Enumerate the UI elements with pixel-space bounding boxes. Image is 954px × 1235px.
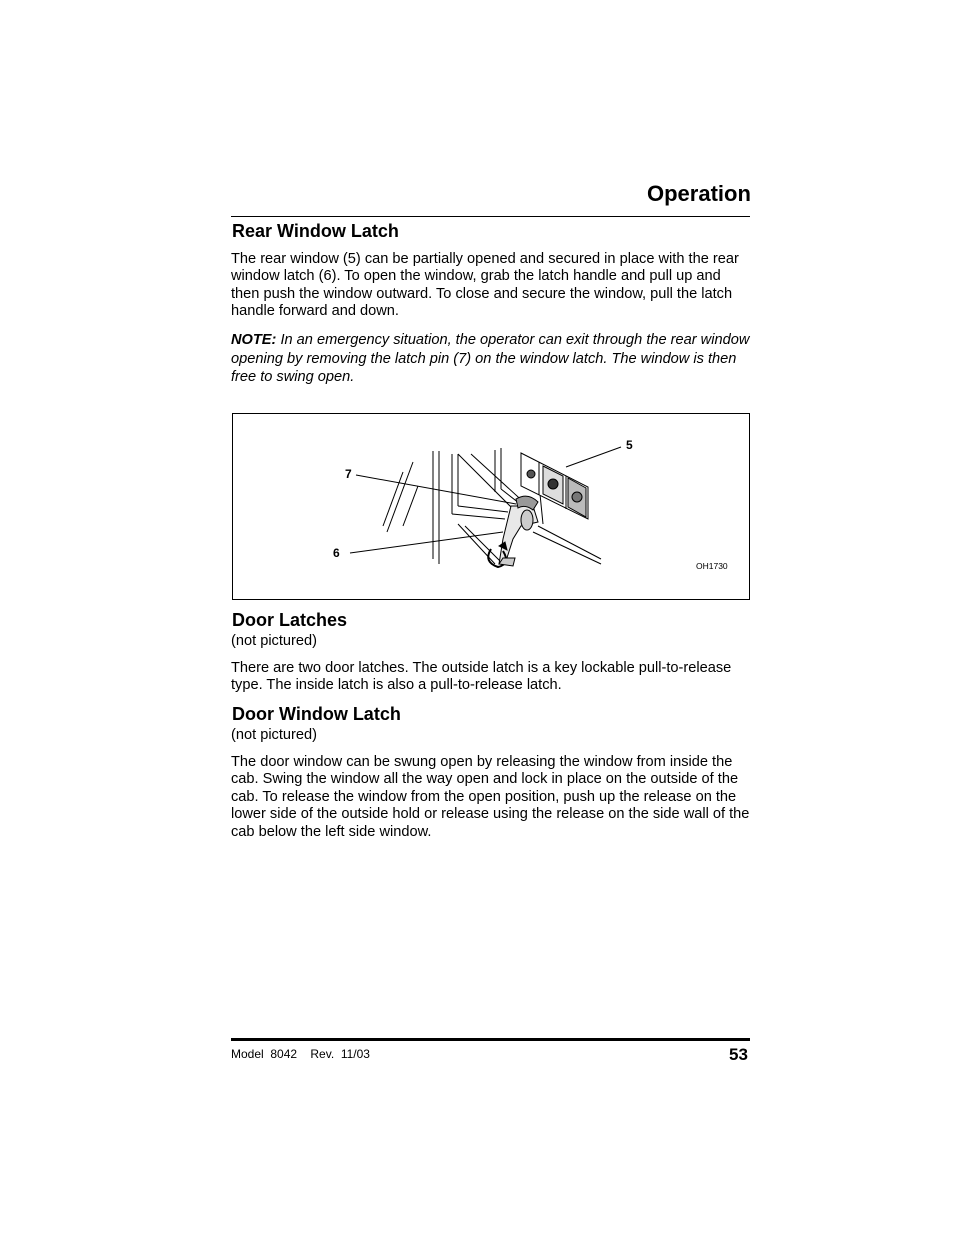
- heading-door-latches: Door Latches: [232, 610, 348, 630]
- door-window-paragraph: The door window can be swung open by releasing the window from inside the cab. Swing the window all the way open and lock in place on the outside of the cab. To release the window from the open position, push up the release on the lower side of the outside hold or release using the release on the side wall of the cab below the left side window.: [231, 754, 750, 840]
- latch-illustration: [233, 414, 749, 599]
- callout-5: 5: [626, 438, 633, 452]
- door-window-subtitle: (not pictured): [231, 727, 317, 743]
- door-latches-subtitle: (not pictured): [231, 633, 317, 649]
- door-latches-paragraph: There are two door latches. The outside latch is a key lockable pull-to-release type. The inside latch is also a pull-to-release latch.: [231, 660, 732, 694]
- rear-window-note: [231, 331, 753, 387]
- heading-door-window-latch: Door Window Latch: [232, 704, 401, 724]
- note-label: NOTE:: [231, 332, 277, 348]
- latch-figure: [232, 413, 750, 600]
- note-text: In an emergency situation, the operator can exit through the rear window opening by removing the latch pin (7) on the window latch. The window is then free to swing open.: [231, 332, 750, 386]
- footer-rule: [231, 1038, 750, 1041]
- callout-6: 6: [333, 546, 340, 560]
- section-title: Operation: [647, 181, 751, 206]
- callout-7: 7: [345, 467, 352, 481]
- page-number: 53: [729, 1045, 748, 1064]
- rear-window-paragraph: The rear window (5) can be partially opened and secured in place with the rear window latch (6). To open the window, grab the latch handle and pull up and then push the window outward. To close and secure the window, pull the latch handle forward and down.: [231, 251, 739, 320]
- header-rule: [231, 216, 750, 217]
- figure-code: OH1730: [696, 561, 728, 571]
- heading-rear-window-latch: Rear Window Latch: [232, 221, 399, 241]
- footer-model-revision: Model 8042 Rev. 11/03: [231, 1047, 370, 1061]
